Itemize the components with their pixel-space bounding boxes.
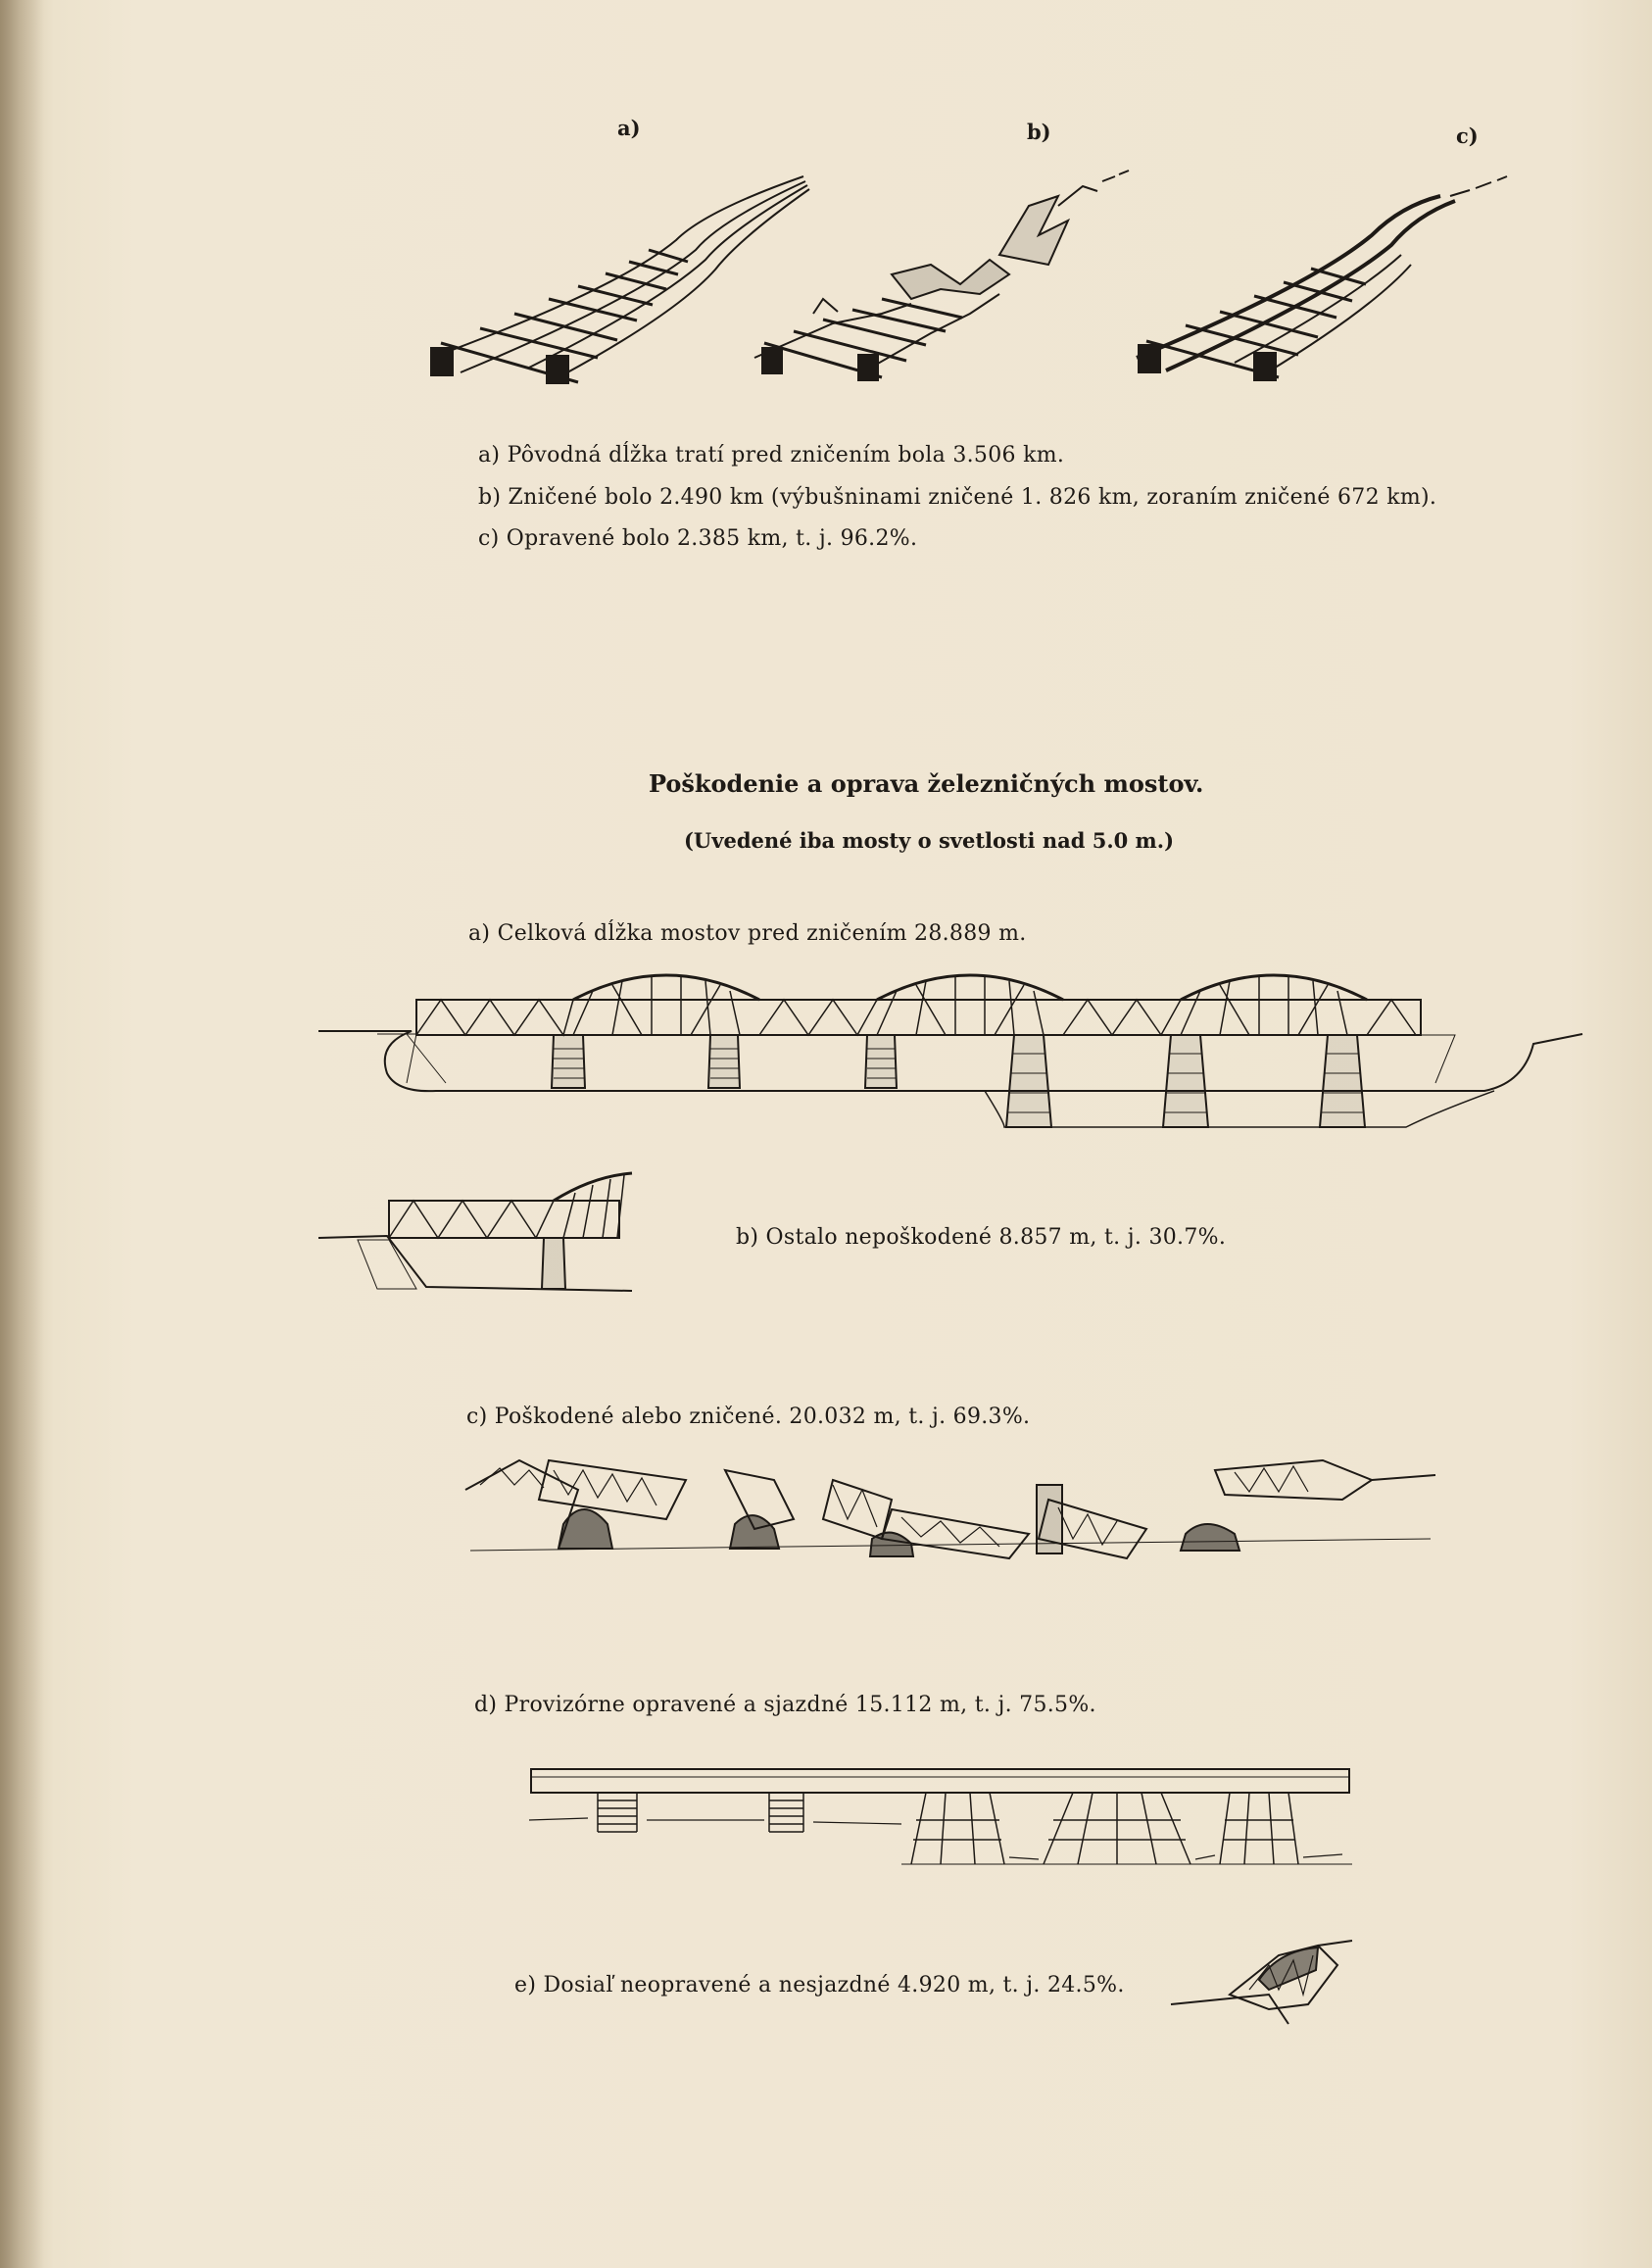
bridge-caption-d: d) Provizórne opravené a sjazdné 15.112 m, t. j. 75.5%. [474,1693,1096,1717]
rail-track-repaired-illustration [1117,167,1509,387]
rail-caption-b: b) Zničené bolo 2.490 km (výbušninami zničené 1. 826 km, zoraním zničené 672 km). [478,485,1437,510]
rail-label-b: b) [1027,120,1051,144]
bridges-subtitle: (Uvedené iba mosty o svetlosti nad 5.0 m.) [684,828,1175,853]
bridge-caption-b: b) Ostalo nepoškodené 8.857 m, t. j. 30.7%. [736,1225,1227,1250]
bridge-full-illustration [318,965,1582,1132]
rail-label-a: a) [617,116,641,140]
bridges-title: Poškodenie a oprava železničných mostov. [649,769,1204,798]
bridge-caption-c: c) Poškodené alebo zničené. 20.032 m, t. j. 69.3%. [466,1405,1031,1429]
bridge-caption-e: e) Dosiaľ neopravené a nesjazdné 4.920 m, t. j. 24.5%. [514,1973,1125,1997]
rail-label-c: c) [1456,123,1479,148]
rail-caption-a: a) Pôvodná dĺžka tratí pred zničením bola 3.506 km. [478,443,1065,468]
bridge-destroyed-illustration [461,1441,1440,1568]
bridge-unrepaired-illustration [1171,1936,1357,2034]
bridge-intact-part-illustration [318,1171,642,1299]
bridge-provisional-illustration [529,1761,1352,1879]
rail-caption-c: c) Opravené bolo 2.385 km, t. j. 96.2%. [478,526,918,551]
bridge-caption-a: a) Celková dĺžka mostov pred zničením 28.889 m. [468,921,1027,946]
rail-track-destroyed-illustration [745,167,1137,387]
page-crease-shadow [0,0,44,2268]
